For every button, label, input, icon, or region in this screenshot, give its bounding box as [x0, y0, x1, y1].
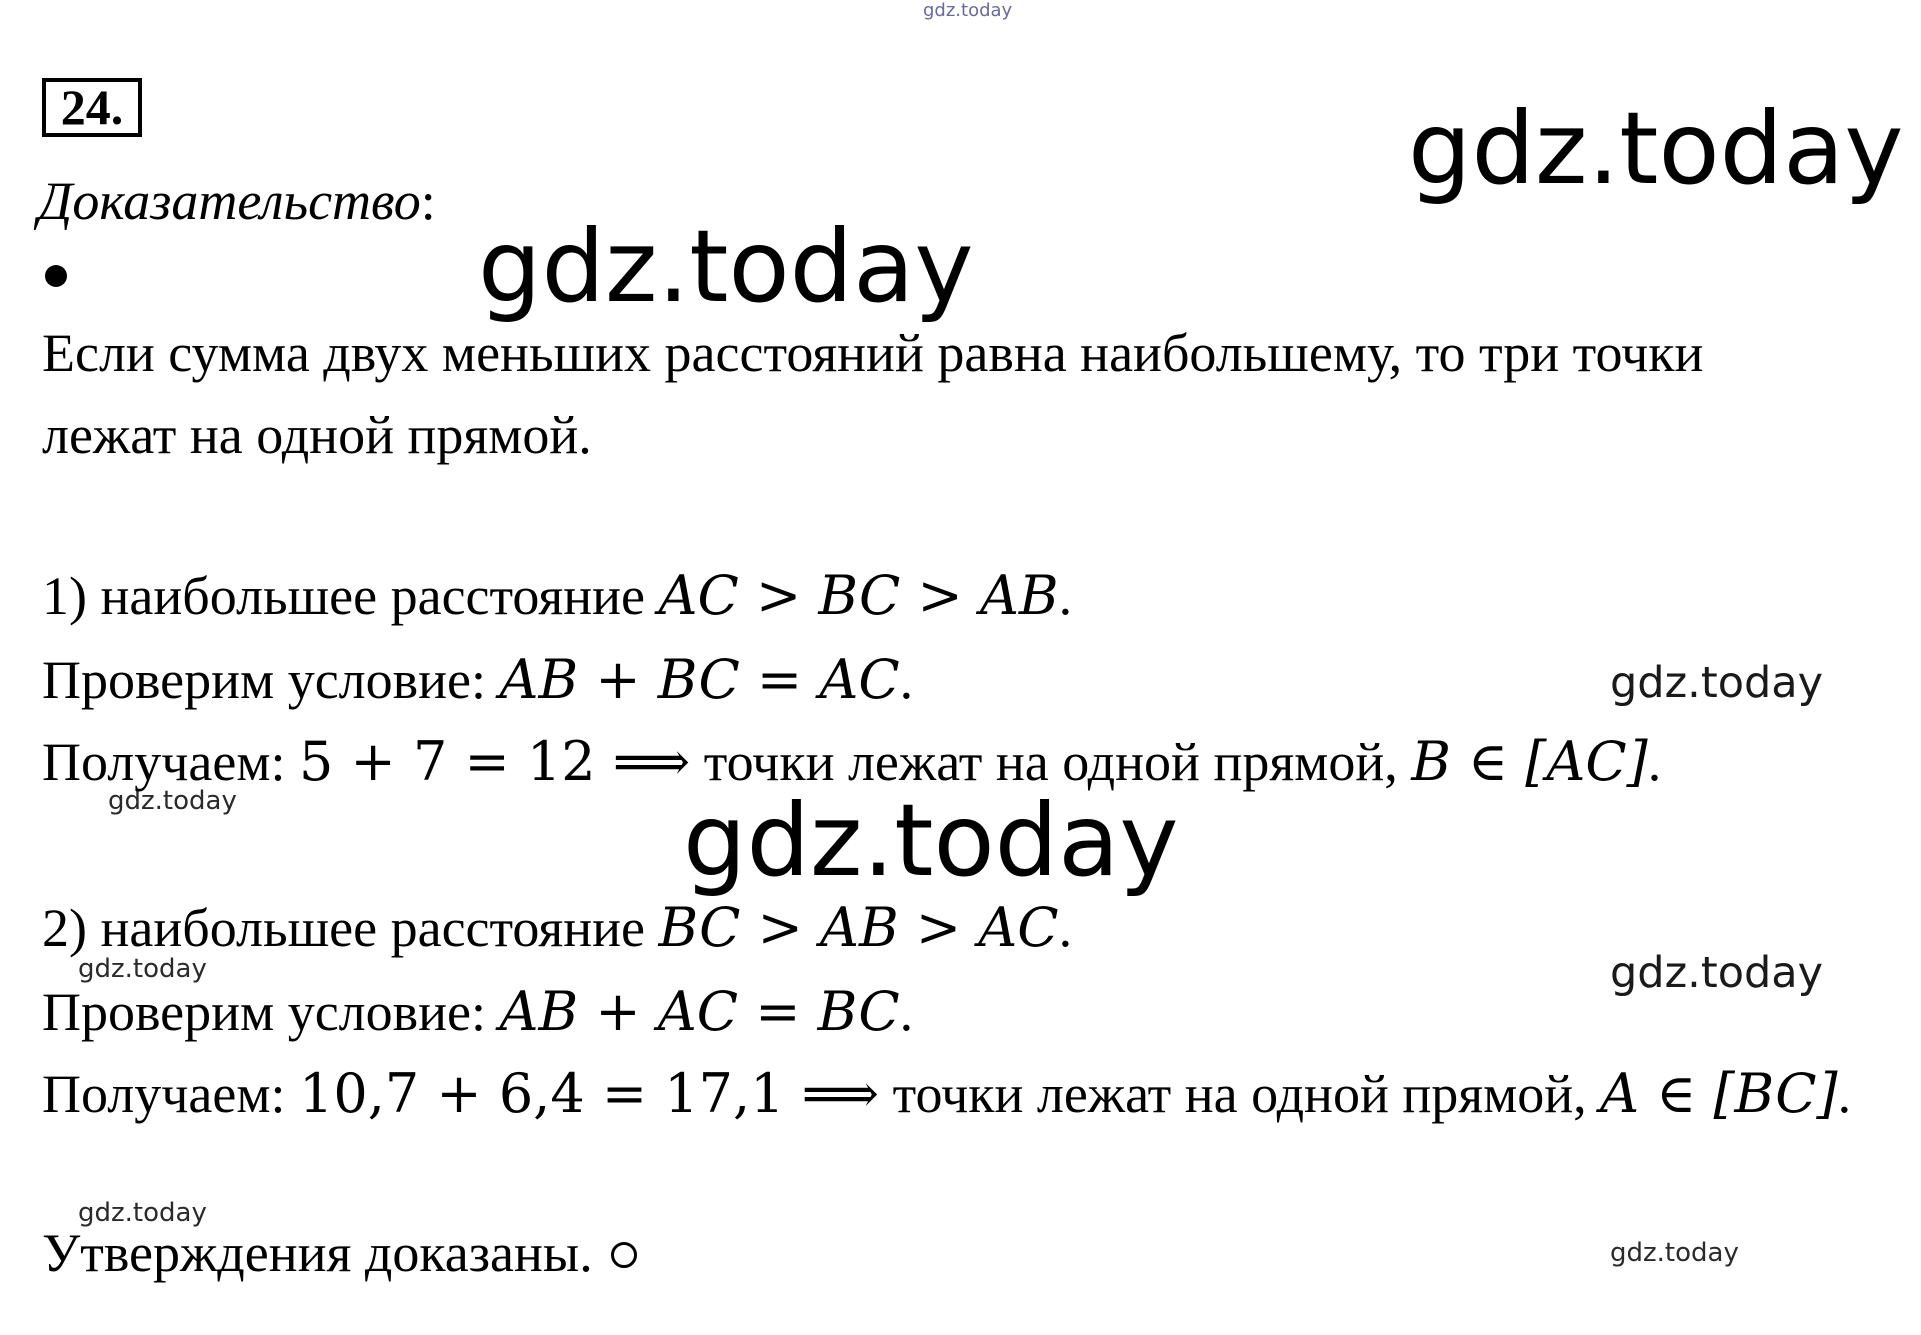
watermark-right-2: gdz.today	[1610, 948, 1824, 998]
case2-check-label: Проверим условие:	[42, 982, 500, 1042]
case2-result-expr: 10,7 + 6,4 = 17,1 ⟹	[299, 1062, 880, 1125]
problem-number: 24.	[42, 78, 142, 137]
case2-check-expr: AB + AC = BC	[499, 980, 900, 1043]
case2-check-line	[42, 980, 913, 1043]
watermark-upper-center: gdz.today	[478, 208, 974, 325]
case2-result-label: Получаем:	[42, 1064, 300, 1124]
case2-result-text: точки лежат на одной прямой,	[879, 1064, 1601, 1124]
case1-result-expr: 5 + 7 = 12 ⟹	[299, 730, 691, 793]
case2-check-end: .	[899, 982, 914, 1042]
case2-result-line	[42, 1062, 1851, 1125]
case1-result-text: точки лежат на одной прямой,	[690, 732, 1412, 792]
watermark-center: gdz.today	[683, 782, 1179, 899]
case2-result-member: A ∈ [BC]	[1600, 1062, 1838, 1125]
case1-result-member: B ∈ [AC]	[1411, 730, 1648, 793]
case1-check-label: Проверим условие:	[42, 650, 500, 710]
case1-label: 1) наибольшее расстояние	[42, 566, 659, 626]
proof-heading	[38, 170, 436, 232]
case1-result-end: .	[1647, 732, 1662, 792]
case2-line	[42, 896, 1072, 959]
case2-result-end: .	[1837, 1064, 1852, 1124]
case1-check-expr: AB + BC = AC	[499, 648, 900, 711]
conclusion-line	[42, 1222, 637, 1284]
case1-check-end: .	[899, 650, 914, 710]
intro-line-2: лежат на одной прямой.	[42, 405, 592, 465]
case2-inequality: BC > AB > AC	[658, 896, 1059, 959]
end-of-proof-circle-icon	[611, 1242, 637, 1268]
watermark-top: gdz.today	[923, 0, 1013, 21]
watermark-left-2: gdz.today	[78, 954, 207, 984]
case1-result-line	[42, 730, 1661, 793]
case1-result-label: Получаем:	[42, 732, 300, 792]
case1-line	[42, 564, 1072, 627]
watermark-left-3: gdz.today	[78, 1198, 207, 1228]
case1-inequality: AC > BC > AB	[658, 564, 1059, 627]
case1-check-line	[42, 648, 913, 711]
proof-heading-colon: :	[420, 171, 436, 231]
case1-inequality-end: .	[1058, 566, 1073, 626]
watermark-right-1: gdz.today	[1610, 658, 1824, 708]
watermark-top-right: gdz.today	[1408, 90, 1904, 207]
conclusion-text: Утверждения доказаны.	[42, 1223, 593, 1283]
intro-line-1: Если сумма двух меньших расстояний равна наибольшему, то три точки	[42, 323, 1704, 383]
case2-inequality-end: .	[1058, 898, 1073, 958]
watermark-left-1: gdz.today	[108, 786, 237, 816]
proof-heading-text: Доказательство	[38, 171, 421, 231]
bullet-dot	[45, 265, 67, 287]
case2-label: 2) наибольшее расстояние	[42, 898, 659, 958]
watermark-right-3: gdz.today	[1610, 1238, 1739, 1268]
